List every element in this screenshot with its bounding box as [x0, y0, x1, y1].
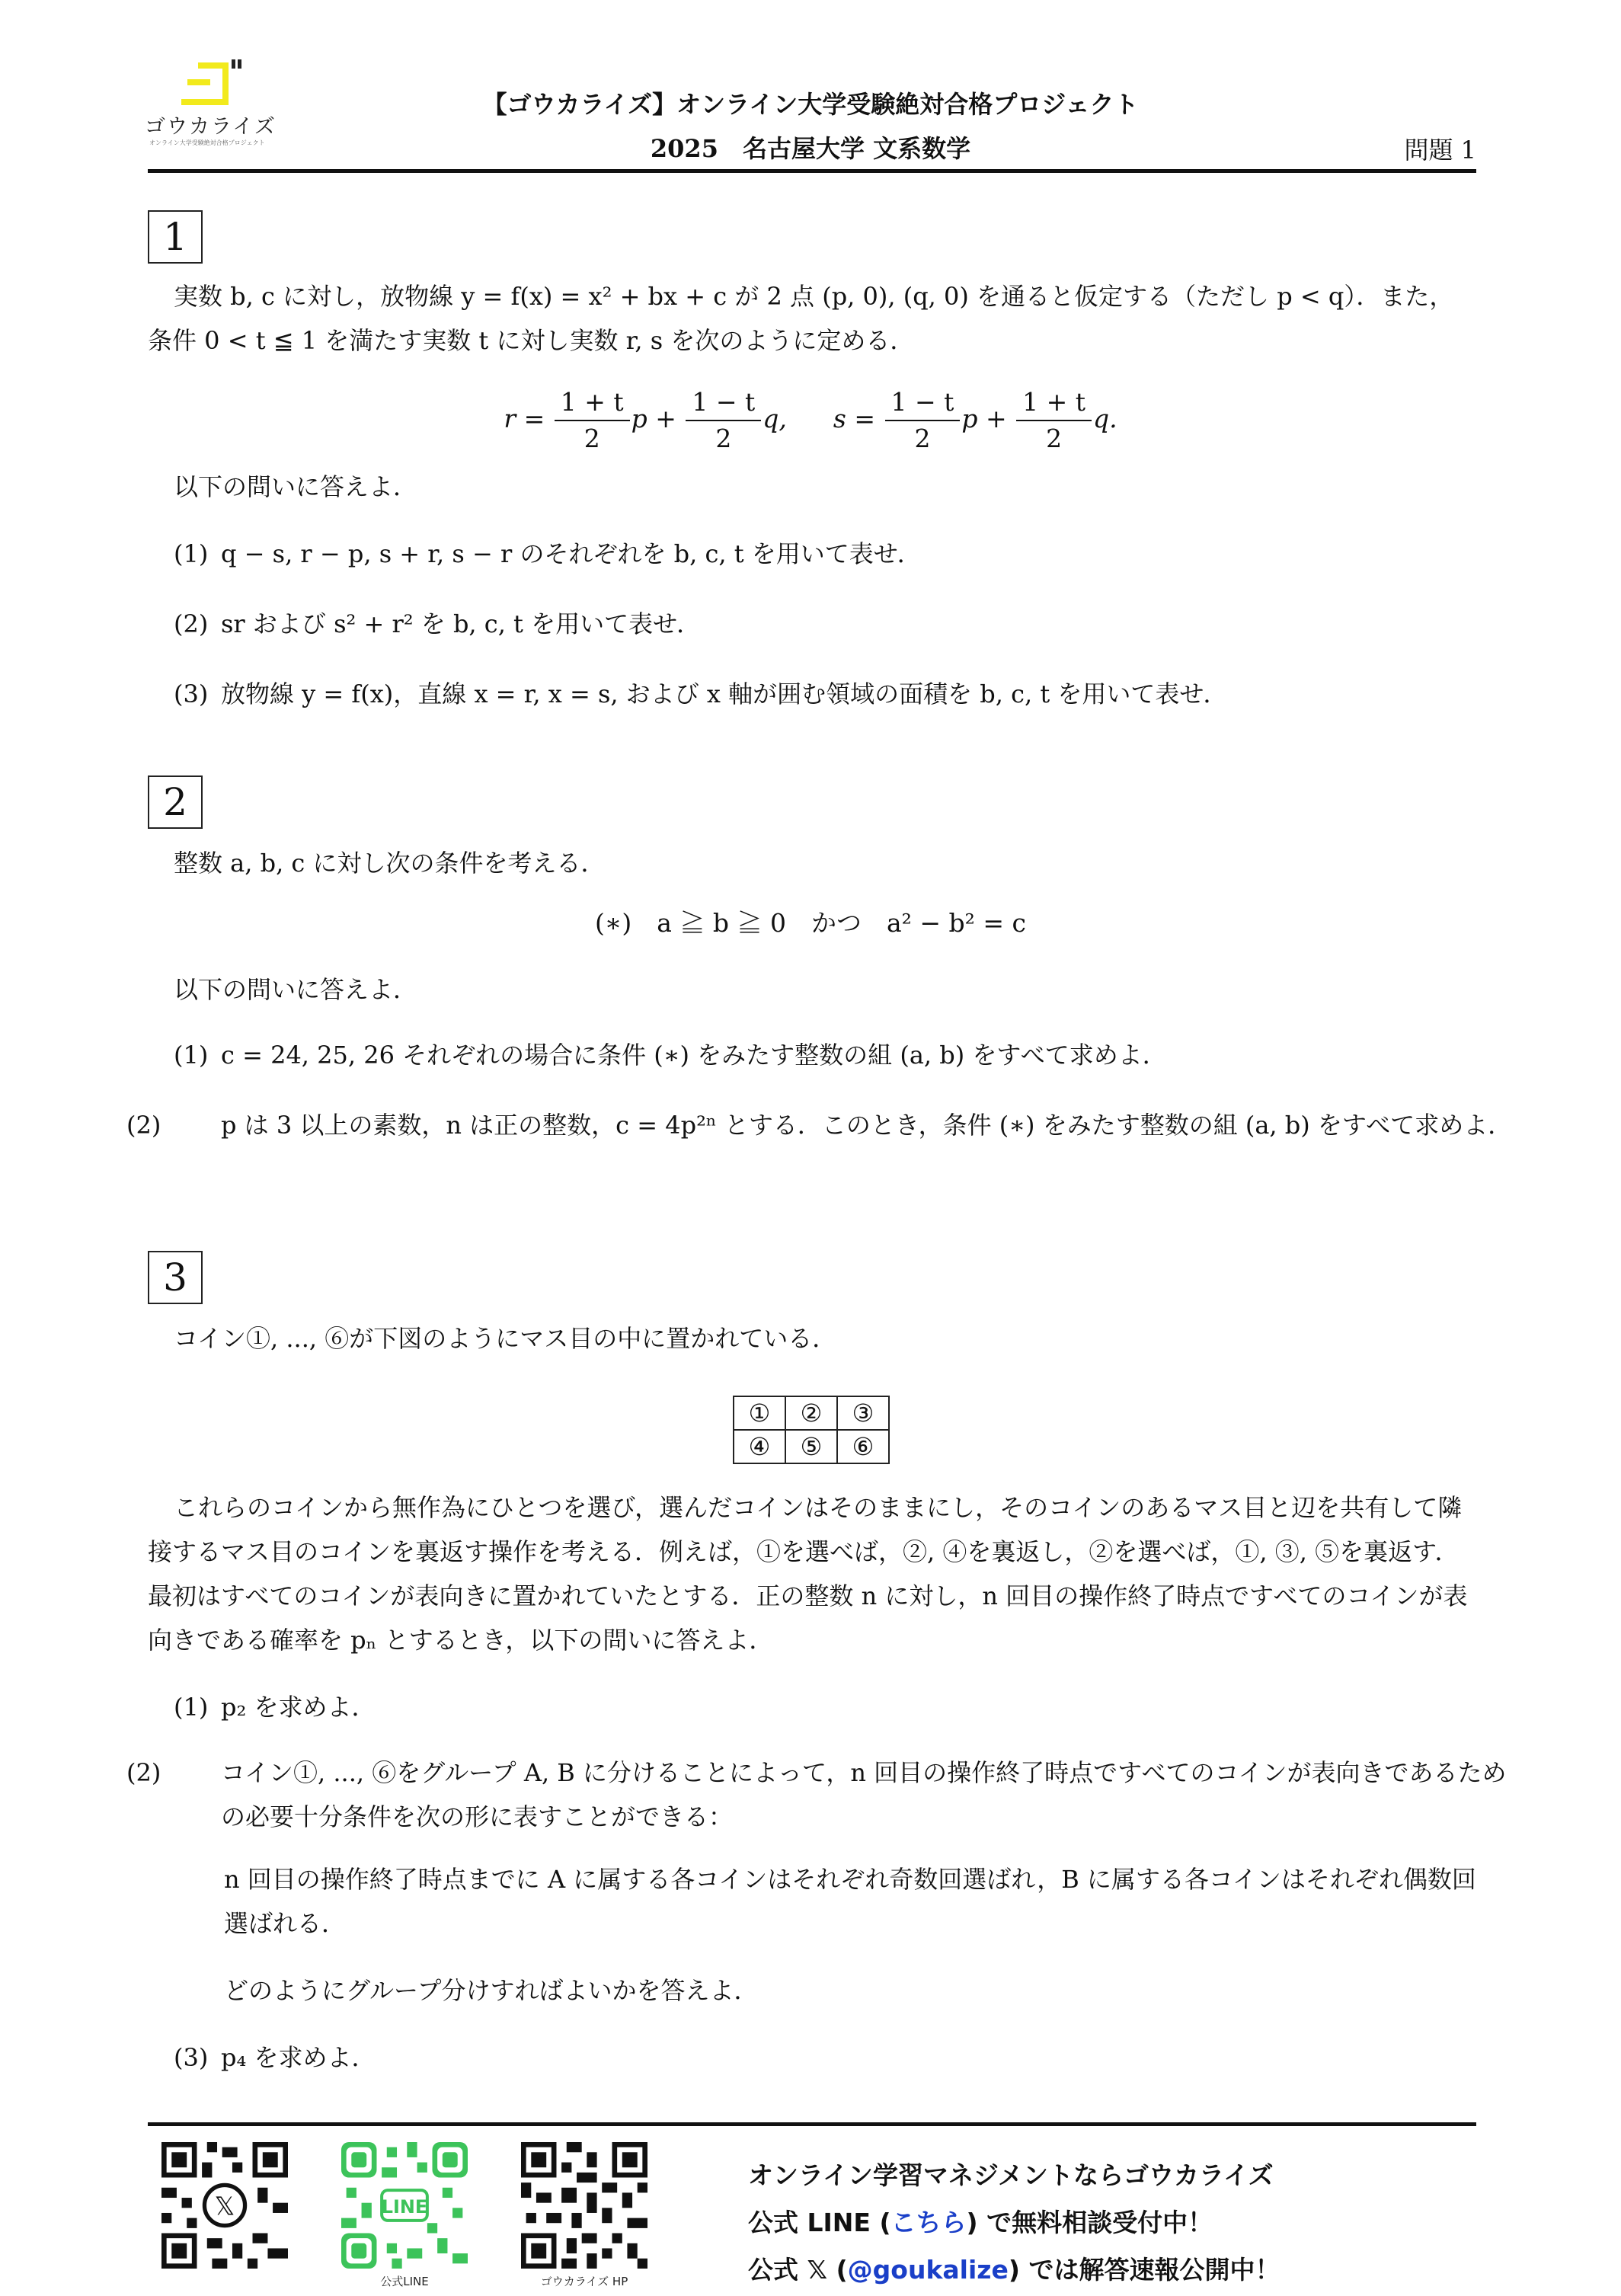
x-account-link[interactable]: @goukalize: [847, 2255, 1009, 2285]
coin-grid-row: [734, 1430, 889, 1463]
q3-item-2: (2) コイン①, ..., ⑥をグループ A, B に分けることによって，n 回目の操作終了時点ですべてのコインが表向きであるための必要十分条件を次の形に表すことができる：: [126, 1758, 1507, 1831]
coin-cell: ⑤: [785, 1430, 837, 1463]
footer-text-2: 公式 LINE (こちら) で無料相談受付中！: [748, 2208, 1213, 2237]
formula-frac-2: $\frac{1 - t}{2}$: [686, 385, 761, 456]
q2-formula: (∗) a ≧ b ≧ 0 かつ a² − b² = c: [595, 908, 1026, 938]
logo-text: ゴウカライズ: [145, 115, 277, 139]
formula-r-lhs: r =: [504, 404, 545, 433]
coin-grid-row: [734, 1396, 889, 1430]
q3-item-3: (3) p₄ を求めよ．: [174, 2043, 376, 2072]
header-rule: [148, 169, 1476, 173]
coin-cell: ③: [837, 1396, 889, 1430]
footer-rule: [148, 2122, 1476, 2126]
formula-q-end: q.: [1093, 404, 1117, 433]
q3-item-1: (1) p₂ を求めよ．: [174, 1693, 376, 1722]
qr-code-x-icon[interactable]: [161, 2142, 288, 2269]
formula-frac-4: $\frac{1 + t}{2}$: [1016, 385, 1092, 456]
formula-frac-1: $\frac{1 + t}{2}$: [555, 385, 630, 456]
q1-intro-a: 実数 b, c に対し，放物線 y = f(x) = x² + bx + c が 2 点 (p, 0), (q, 0) を通ると仮定する（ただし p < q）．また，: [174, 282, 1454, 311]
footer-text-1: オンライン学習マネジメントならゴウカライズ: [748, 2160, 1274, 2190]
q1-prompt: 以下の問いに答えよ．: [174, 472, 418, 501]
q2-intro: 整数 a, b, c に対し次の条件を考える．: [174, 849, 606, 878]
header-title: 【ゴウカライズ】オンライン大学受験絶対合格プロジェクト: [482, 90, 1139, 119]
coin-cell: ④: [734, 1430, 785, 1463]
question-1-number: 1: [148, 210, 203, 264]
qr-line-label: 公式LINE: [380, 2275, 429, 2288]
q1-item-1: (1) q − s, r − p, s + r, s − r のそれぞれを b, c, t を用いて表せ．: [174, 539, 922, 568]
formula-q-sep: q,: [763, 404, 787, 433]
q3-condition: n 回目の操作終了時点までに A に属する各コインはそれぞれ奇数回選ばれ，B に属する各コインはそれぞれ偶数回選ばれる．: [224, 1865, 1476, 1938]
coin-cell: ⑥: [837, 1430, 889, 1463]
q2-item-2: (2) p は 3 以上の素数，n は正の整数，c = 4p²ⁿ とする．このとき，条件 (∗) をみたす整数の組 (a, b) をすべて求めよ．: [126, 1111, 1513, 1140]
header-exam-title: 2025 名古屋大学 文系数学: [650, 134, 971, 163]
x-badge: 𝕏: [214, 2191, 235, 2221]
qr-homepage-label: ゴウカライズ HP: [540, 2275, 628, 2288]
logo-subtitle: オンライン大学受験絶対合格プロジェクト: [149, 139, 265, 146]
formula-frac-3: $\frac{1 - t}{2}$: [885, 385, 961, 456]
footer-text-3: 公式 𝕏 (@goukalize) では解答速報公開中！: [748, 2255, 1280, 2285]
line-badge: LINE: [381, 2195, 428, 2218]
qr-code-line-icon[interactable]: [341, 2142, 468, 2269]
coin-grid: [733, 1396, 890, 1464]
q1-formula: [0, 385, 1621, 456]
coin-cell: ①: [734, 1396, 785, 1430]
q3-group-question: どのようにグループ分けすればよいかを答えよ．: [224, 1976, 759, 2005]
q2-prompt: 以下の問いに答えよ．: [174, 975, 418, 1004]
q1-item-3: (3) 放物線 y = f(x)，直線 x = r, x = s, および x 軸が囲む領域の面積を b, c, t を用いて表せ．: [174, 680, 1228, 708]
q3-intro: コイン①, ..., ⑥が下図のようにマス目の中に置かれている．: [174, 1324, 837, 1353]
q2-item-1: (1) c = 24, 25, 26 それぞれの場合に条件 (∗) をみたす整数の組 (a, b) をすべて求めよ．: [174, 1041, 1167, 1070]
coin-cell: ②: [785, 1396, 837, 1430]
formula-s-lhs: s =: [833, 404, 875, 433]
line-consult-link[interactable]: こちら: [890, 2208, 967, 2237]
formula-p-plus-2: p +: [961, 404, 1007, 433]
formula-p-plus: p +: [631, 404, 676, 433]
question-2-number: 2: [148, 775, 203, 829]
q3-body: これらのコインから無作為にひとつを選び，選んだコインはそのままにし，そのコインのあるマス目と辺を共有して隣接するマス目のコインを裏返す操作を考える．例えば，①を選べば，②, ④を裏返し，②を選べば，①, ③, ⑤を裏返す．最初はすべてのコインが表向きに置かれていたとする．正の整数 n に対し，n 回目の操作終了時点ですべてのコインが表向きである確率を pₙ とするとき，以下の問いに答えよ．: [148, 1493, 1468, 1655]
question-3-number: 3: [148, 1251, 203, 1304]
qr-code-homepage-icon[interactable]: [521, 2142, 647, 2269]
q1-intro-b: 条件 0 < t ≦ 1 を満たす実数 t に対し実数 r, s を次のように定める．: [148, 326, 915, 355]
page-label: 問題 1: [1404, 136, 1476, 165]
q1-item-2: (2) sr および s² + r² を b, c, t を用いて表せ．: [174, 609, 702, 638]
